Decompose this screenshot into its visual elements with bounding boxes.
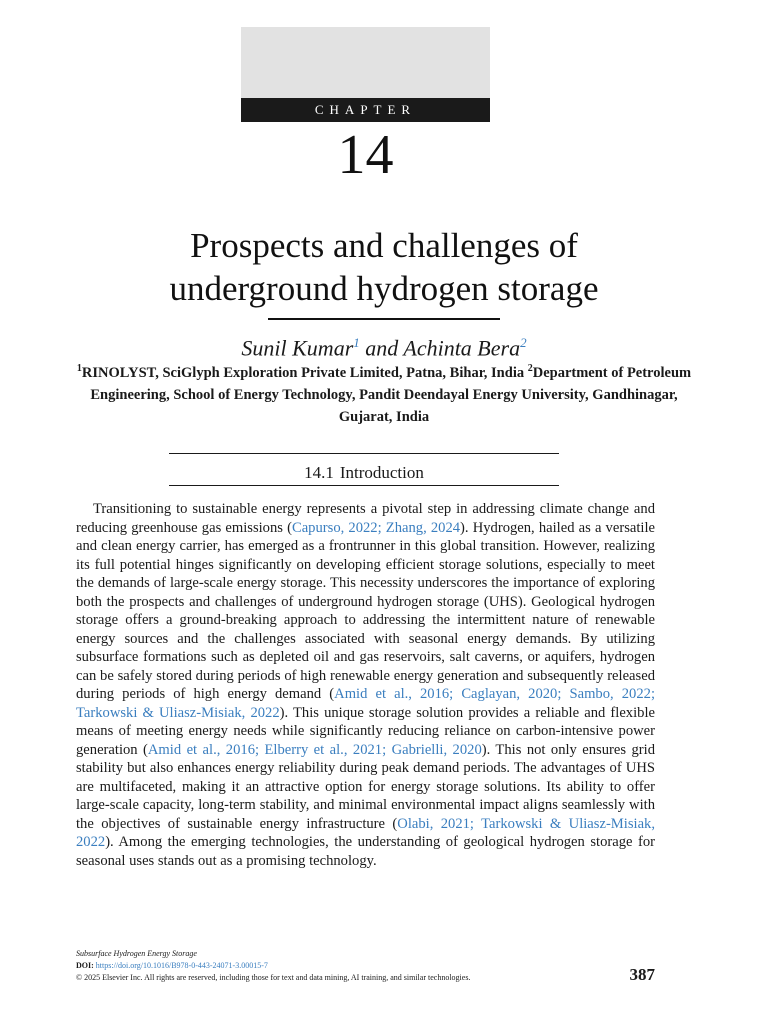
author-affiliation-link[interactable]: 2 <box>520 335 527 350</box>
chapter-number: 14 <box>337 124 394 186</box>
author-joiner: and <box>365 335 399 361</box>
section-heading <box>169 461 559 485</box>
affiliation-text: Department of Petroleum Engineering, School of Energy Technology, Pandit Deendayal Energy University, Gandhinagar, Gujarat, India <box>90 364 692 425</box>
citation-link[interactable]: Amid et al., 2016; Elberry et al., 2021; Gabrielli, 2020 <box>147 741 482 758</box>
book-title: Subsurface Hydrogen Energy Storage <box>76 949 197 958</box>
paragraph <box>76 500 655 870</box>
section-number: 14.1 <box>304 463 334 482</box>
page-footer <box>76 948 576 984</box>
chapter-title-line-2: underground hydrogen storage <box>169 269 599 308</box>
chapter-header-box <box>241 27 490 98</box>
author-affiliation-link[interactable]: 1 <box>353 335 360 350</box>
doi-label: DOI: <box>76 961 94 970</box>
copyright-notice: © 2025 Elsevier Inc. All rights are reserved, including those for text and data mining, AI training, and similar technologies. <box>76 973 471 982</box>
chapter-title-line-1: Prospects and challenges of <box>190 226 578 265</box>
section-title: Introduction <box>339 463 424 482</box>
chapter-label: CHAPTER <box>241 98 490 122</box>
affiliations <box>70 358 698 428</box>
body-text <box>76 500 655 870</box>
chapter-title <box>60 224 708 310</box>
affiliation-text: RINOLYST, SciGlyph Exploration Private Limited, Patna, Bihar, India <box>81 364 525 381</box>
affiliation-marker: 1 <box>76 363 82 374</box>
author-name: Achinta Bera <box>403 335 521 361</box>
paragraph-text: ). Among the emerging technologies, the understanding of geological hydrogen storage for seasonal uses stands out as a promising technology. <box>76 834 655 869</box>
author-name: Sunil Kumar <box>241 335 354 361</box>
paragraph-text: ). This unique storage solution provides a reliable and flexible means of meeting energy needs while significantly reducing reliance on carbon-intensive power generation ( <box>76 704 655 758</box>
paragraph-text: ). This not only ensures grid stability but also enhances energy reliability during peak demand periods. The advantages of UHS are multifaceted, making it an attractive option for energy storage solutions. Its ability to offer large-scale capacity, long-term stability, and minimal environmental impact aligns seamlessly with the objectives of sustainable energy infrastructure ( <box>76 741 655 832</box>
doi-line <box>76 960 576 972</box>
page-number: 387 <box>629 965 655 984</box>
paragraph-text: ). Hydrogen, hailed as a versatile and clean energy carrier, has emerged as a frontrunner in this global transition. However, realizing its full potential hinges significantly on developing efficient storage solutions, especially to meet the demands of large-scale energy storage. This necessity underscores the importance of exploring both the prospects and challenges of underground hydrogen storage (UHS). Geological hydrogen storage offers a ground-breaking approach to addressing the intermittent nature of renewable energy sources and the challenges associated with seasonal energy demands. By utilizing subsurface formations such as depleted oil and gas reservoirs, salt caverns, or aquifers, hydrogen can be safely stored during periods of high renewable energy generation and subsequently released during periods of high energy demand ( <box>76 519 655 702</box>
citation-link[interactable]: Amid et al., 2016; Caglayan, 2020; Sambo, 2022; Tarkowski & Uliasz-Misiak, 2022 <box>76 686 655 721</box>
section-rule-top <box>169 453 559 454</box>
doi-link[interactable]: https://doi.org/10.1016/B978-0-443-24071-3.00015-7 <box>95 961 268 970</box>
title-divider <box>268 318 500 320</box>
affiliation-marker: 2 <box>527 363 533 374</box>
citation-link[interactable]: Olabi, 2021; Tarkowski & Uliasz-Misiak, 2022 <box>76 815 655 850</box>
section-rule-bottom <box>169 485 559 486</box>
citation-link[interactable]: Capurso, 2022; Zhang, 2024 <box>291 519 461 536</box>
paragraph-text: Transitioning to sustainable energy represents a pivotal step in addressing climate change and reducing greenhouse gas emissions ( <box>76 501 655 536</box>
